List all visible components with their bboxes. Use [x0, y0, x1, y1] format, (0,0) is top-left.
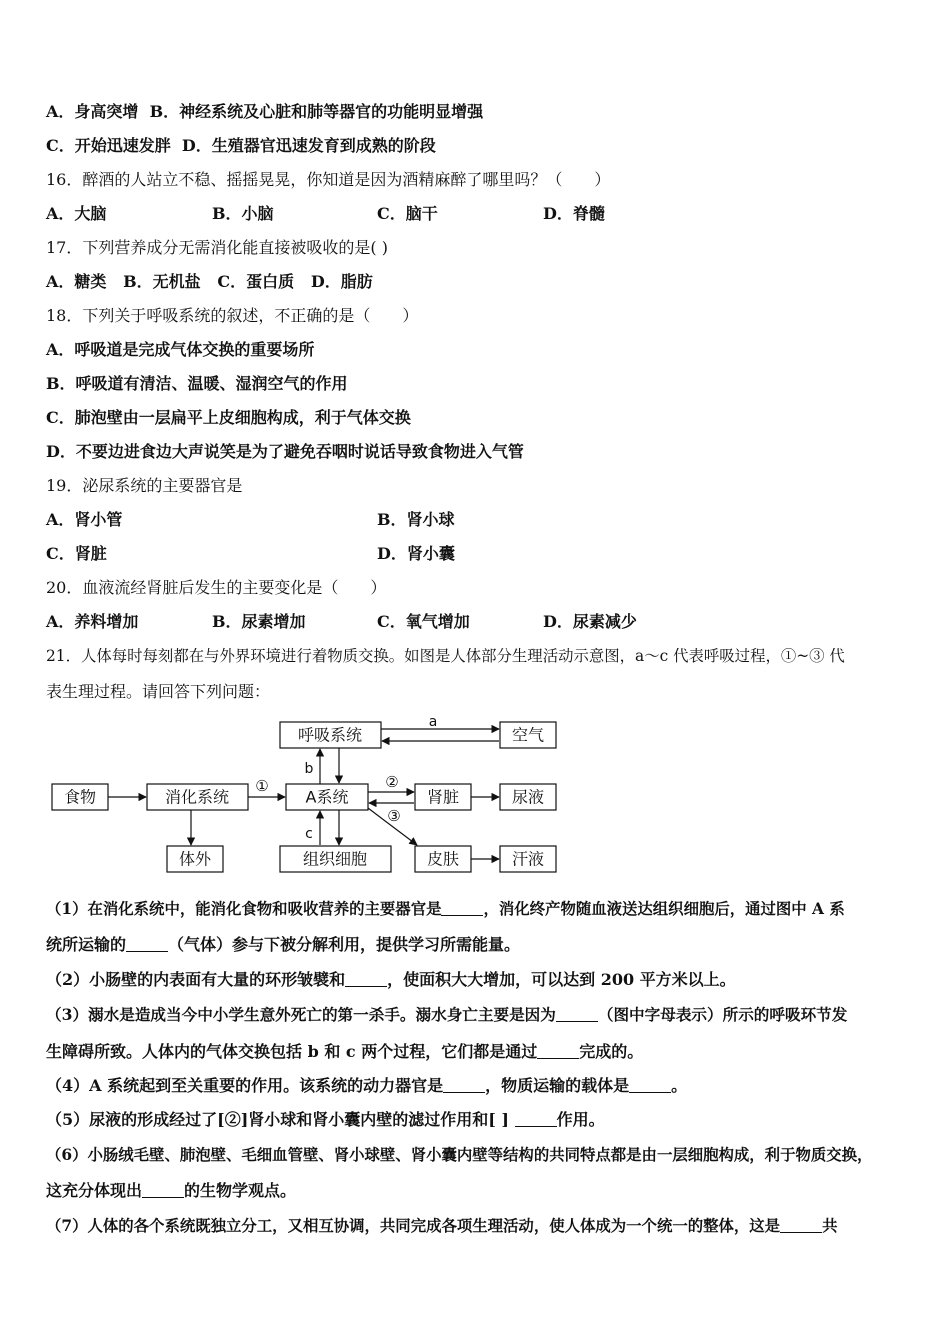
label-c: c — [305, 826, 313, 842]
q15-options-line1 — [46, 101, 483, 123]
q16-option-c: C．脑干 — [377, 204, 438, 223]
q21-sub7-text2: 共 — [822, 1217, 838, 1235]
q17-option-c: C．蛋白质 — [217, 272, 295, 291]
q17-option-d: D．脂肪 — [310, 272, 373, 291]
q16-stem: 16．醉酒的人站立不稳、摇摇晃晃，你知道是因为酒精麻醉了哪里吗？（ ） — [46, 170, 611, 189]
box-air-label: 空气 — [511, 725, 545, 745]
q21-sub5 — [46, 1109, 605, 1131]
label-process-1: ① — [255, 777, 269, 795]
q15-option-b: B．神经系统及心脏和肺等器官的功能明显增强 — [149, 102, 484, 121]
q21-sub1-line1 — [46, 898, 845, 920]
q21-sub4-text3: 。 — [671, 1076, 688, 1095]
q21-sub2 — [46, 969, 736, 991]
q17-options — [46, 271, 373, 293]
q21-sub2-text2: ，使面积大大增加，可以达到 200 平方米以上。 — [387, 970, 736, 989]
label-b: b — [304, 761, 314, 777]
answer-blank[interactable] — [515, 1110, 557, 1127]
q20-option-c: C．氧气增加 — [377, 612, 470, 631]
q21-sub3-line2 — [46, 1041, 643, 1063]
box-digestive-label: 消化系统 — [164, 787, 230, 807]
box-skin-label: 皮肤 — [426, 849, 460, 869]
q21-sub3-text1: （3）溺水是造成当今中小学生意外死亡的第一杀手。溺水身亡主要是因为 — [46, 1005, 556, 1024]
box-tissue-label: 组织细胞 — [302, 849, 368, 869]
box-urine-label: 尿液 — [511, 787, 545, 807]
q21-sub6-text1: 这充分体现出 — [46, 1181, 143, 1200]
q21-sub5-text2: 作用。 — [556, 1110, 605, 1129]
q21-sub4-text1: （4）A 系统起到至关重要的作用。该系统的动力器官是 — [46, 1076, 444, 1095]
label-process-3: ③ — [387, 807, 401, 825]
q15-option-d: D．生殖器官迅速发育到成熟的阶段 — [181, 136, 436, 155]
box-sweat-label: 汗液 — [511, 849, 545, 869]
q15-options-line2 — [46, 135, 436, 157]
q21-sub7 — [46, 1215, 837, 1237]
q20-stem: 20．血液流经肾脏后发生的主要变化是（ ） — [46, 578, 387, 597]
q20-option-a: A．养料增加 — [46, 612, 139, 631]
q18-option-c: C．肺泡壁由一层扁平上皮细胞构成，利于气体交换 — [46, 408, 411, 427]
q21-sub6-line1: （6）小肠绒毛壁、肺泡壁、毛细血管壁、肾小球壁、肾小囊内壁等结构的共同特点都是由一层细胞构成，利于物质交换， — [46, 1146, 873, 1164]
answer-blank[interactable] — [556, 1005, 598, 1022]
q16-option-b: B．小脑 — [212, 204, 274, 223]
q21-sub2-text1: （2）小肠壁的内表面有大量的环形皱襞和 — [46, 970, 346, 989]
box-kidney-label: 肾脏 — [426, 787, 460, 807]
q21-sub4 — [46, 1075, 687, 1097]
q19-option-d: D．肾小囊 — [377, 544, 455, 563]
answer-blank[interactable] — [780, 1216, 822, 1233]
box-respiratory-label: 呼吸系统 — [297, 725, 363, 745]
q19-option-b: B．肾小球 — [377, 510, 455, 529]
q17-option-b: B．无机盐 — [123, 272, 201, 291]
q21-sub3-line1 — [46, 1004, 847, 1026]
q21-sub7-text1: （7）人体的各个系统既独立分工，又相互协调，共同完成各项生理活动，使人体成为一个统一的整体，这是 — [46, 1217, 781, 1235]
q21-sub1-text4: （气体）参与下被分解利用，提供学习所需能量。 — [168, 935, 521, 954]
q20-option-d: D．尿素减少 — [543, 612, 637, 631]
answer-blank[interactable] — [142, 1181, 184, 1198]
q16-option-d: D．脊髓 — [543, 204, 605, 223]
q17-option-a: A．糖类 — [46, 272, 107, 291]
q21-sub1-text1: （1）在消化系统中，能消化食物和吸收营养的主要器官是 — [46, 900, 442, 918]
q17-stem: 17．下列营养成分无需消化能直接被吸收的是( ) — [46, 238, 388, 257]
q21-sub3-text4: 完成的。 — [579, 1042, 644, 1061]
answer-blank[interactable] — [537, 1042, 579, 1059]
q21-stem-line1: 21．人体每时每刻都在与外界环境进行着物质交换。如图是人体部分生理活动示意图，a～c 代表呼吸过程，①~③ 代 — [46, 647, 845, 665]
q15-option-a: A．身高突增 — [46, 102, 139, 121]
answer-blank[interactable] — [443, 1076, 485, 1093]
q21-sub1-text3: 统所运输的 — [46, 935, 127, 954]
q15-option-c: C．开始迅速发胖 — [46, 136, 171, 155]
q21-sub6-line2 — [46, 1180, 296, 1202]
q16-option-a: A．大脑 — [46, 204, 107, 223]
box-a-system-label: A系统 — [305, 787, 349, 807]
q19-stem: 19．泌尿系统的主要器官是 — [46, 476, 243, 495]
q18-option-b: B．呼吸道有清洁、温暖、湿润空气的作用 — [46, 374, 348, 393]
q21-stem-line2: 表生理过程。请回答下列问题： — [46, 682, 271, 701]
q18-option-d: D．不要边进食边大声说笑是为了避免吞咽时说话导致食物进入气管 — [46, 442, 524, 461]
q19-option-c: C．肾脏 — [46, 544, 107, 563]
q21-sub5-text1: （5）尿液的形成经过了[②]肾小球和肾小囊内壁的滤过作用和[ ] — [46, 1110, 515, 1129]
physiology-diagram — [50, 712, 570, 882]
q21-sub1-line2 — [46, 934, 520, 956]
box-food-label: 食物 — [63, 787, 97, 807]
q20-option-b: B．尿素增加 — [212, 612, 306, 631]
q21-sub4-text2: ，物质运输的载体是 — [485, 1076, 630, 1095]
box-outside-label: 体外 — [178, 849, 212, 869]
q21-sub3-text2: （图中字母表示）所示的呼吸环节发 — [597, 1005, 848, 1024]
answer-blank[interactable] — [345, 970, 387, 987]
label-a: a — [428, 714, 438, 730]
answer-blank[interactable] — [629, 1076, 671, 1093]
label-process-2: ② — [385, 773, 399, 791]
q18-option-a: A．呼吸道是完成气体交换的重要场所 — [46, 340, 315, 359]
q19-option-a: A．肾小管 — [46, 510, 123, 529]
answer-blank[interactable] — [441, 899, 483, 916]
q21-sub3-text3: 生障碍所致。人体内的气体交换包括 b 和 c 两个过程，它们都是通过 — [46, 1042, 538, 1061]
q21-sub1-text2: ，消化终产物随血液送达组织细胞后，通过图中 A 系 — [483, 900, 845, 918]
q21-sub6-text2: 的生物学观点。 — [184, 1181, 297, 1200]
answer-blank[interactable] — [126, 935, 168, 952]
q18-stem: 18．下列关于呼吸系统的叙述，不正确的是（ ） — [46, 306, 419, 325]
